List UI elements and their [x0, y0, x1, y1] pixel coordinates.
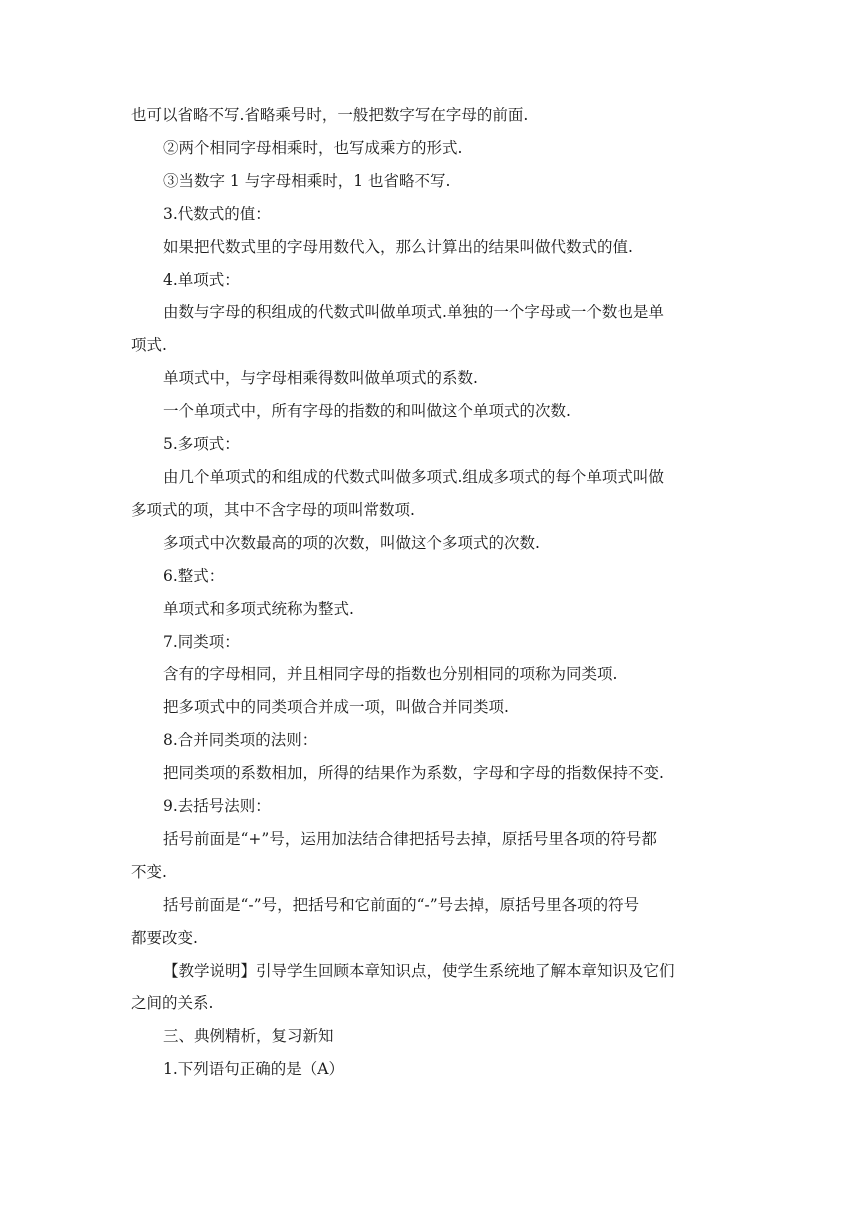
section-heading: 9.去括号法则： — [163, 797, 271, 816]
text-line: 含有的字母相同，并且相同字母的指数也分别相同的项称为同类项. — [163, 665, 618, 684]
text-line: 单项式和多项式统称为整式. — [163, 599, 354, 618]
teaching-note: 【教学说明】引导学生回顾本章知识点，使学生系统地了解本章知识及它们 — [163, 961, 675, 980]
text-line: 把多项式中的同类项合并成一项，叫做合并同类项. — [163, 698, 509, 717]
text-line: 不变. — [131, 862, 167, 881]
text-line: 项式. — [131, 336, 167, 355]
section-heading: 三、典例精析，复习新知 — [163, 1027, 334, 1046]
section-heading: 8.合并同类项的法则： — [163, 731, 318, 750]
text-line: 由几个单项式的和组成的代数式叫做多项式.组成多项式的每个单项式叫做 — [163, 467, 664, 486]
text-line: 一个单项式中，所有字母的指数的和叫做这个单项式的次数. — [163, 402, 571, 421]
text-line: 单项式中，与字母相乘得数叫做单项式的系数. — [163, 369, 478, 388]
text-line: 把同类项的系数相加，所得的结果作为系数，字母和字母的指数保持不变. — [163, 764, 664, 783]
text-line: 括号前面是“-”号，把括号和它前面的“-”号去掉，原括号里各项的符号 — [163, 895, 640, 914]
text-line: ②两个相同字母相乘时，也写成乘方的形式. — [163, 138, 463, 157]
teaching-note: 之间的关系. — [131, 994, 214, 1013]
section-heading: 7.同类项： — [163, 632, 240, 651]
text-line: 由数与字母的积组成的代数式叫做单项式.单独的一个字母或一个数也是单 — [163, 303, 664, 322]
text-line: 都要改变. — [131, 928, 198, 947]
text-line: 多项式的项，其中不含字母的项叫常数项. — [131, 500, 415, 519]
section-heading: 3.代数式的值： — [163, 204, 271, 223]
text-line: 括号前面是“+”号，运用加法结合律把括号去掉，原括号里各项的符号都 — [163, 829, 657, 848]
section-heading: 4.单项式： — [163, 270, 240, 289]
text-line: 如果把代数式里的字母用数代入，那么计算出的结果叫做代数式的值. — [163, 237, 633, 256]
text-line: 也可以省略不写.省略乘号时，一般把数字写在字母的前面. — [131, 106, 529, 124]
question-line: 1.下列语句正确的是（A） — [163, 1060, 344, 1079]
text-line: 多项式中次数最高的项的次数，叫做这个多项式的次数. — [163, 533, 540, 552]
document-body — [131, 99, 733, 1086]
text-line: ③当数字 1 与字母相乘时，1 也省略不写. — [163, 171, 451, 190]
section-heading: 6.整式： — [163, 566, 225, 585]
section-heading: 5.多项式： — [163, 435, 240, 454]
